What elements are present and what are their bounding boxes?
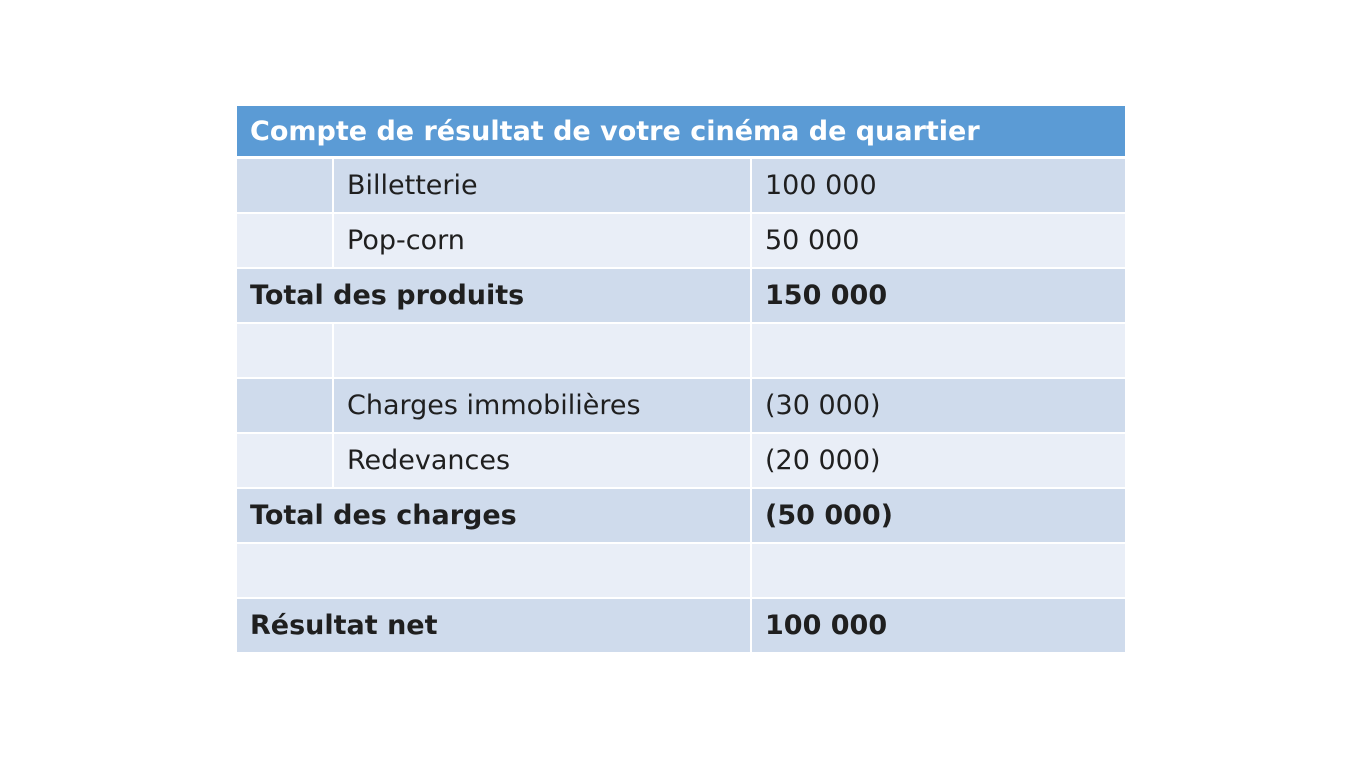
table-row-total-charges — [237, 489, 1125, 544]
indent-cell — [237, 379, 332, 434]
table-row-empty — [237, 544, 1125, 599]
row-value: (50 000) — [750, 489, 1125, 544]
table-row-redevances — [237, 434, 1125, 489]
income-statement-table — [237, 106, 1125, 652]
row-value: 150 000 — [750, 269, 1125, 324]
row-label: Billetterie — [332, 159, 750, 214]
table-header-row — [237, 106, 1125, 159]
empty-cell — [750, 544, 1125, 599]
indent-cell — [237, 214, 332, 269]
empty-cell — [332, 324, 750, 379]
table-row-resultat-net — [237, 599, 1125, 652]
table-row-billetterie — [237, 159, 1125, 214]
row-value: 50 000 — [750, 214, 1125, 269]
row-label: Pop-corn — [332, 214, 750, 269]
empty-cell — [237, 544, 750, 599]
table-row-total-produits — [237, 269, 1125, 324]
row-value: (20 000) — [750, 434, 1125, 489]
table-title: Compte de résultat de votre cinéma de quartier — [237, 106, 1125, 159]
empty-cell — [750, 324, 1125, 379]
row-label: Charges immobilières — [332, 379, 750, 434]
table-row-charges-immobilieres — [237, 379, 1125, 434]
row-label: Résultat net — [237, 599, 750, 652]
empty-cell — [237, 324, 332, 379]
row-label: Total des produits — [237, 269, 750, 324]
indent-cell — [237, 159, 332, 214]
table-row-popcorn — [237, 214, 1125, 269]
row-label: Redevances — [332, 434, 750, 489]
row-value: 100 000 — [750, 599, 1125, 652]
indent-cell — [237, 434, 332, 489]
table-row-empty — [237, 324, 1125, 379]
row-label: Total des charges — [237, 489, 750, 544]
row-value: (30 000) — [750, 379, 1125, 434]
row-value: 100 000 — [750, 159, 1125, 214]
